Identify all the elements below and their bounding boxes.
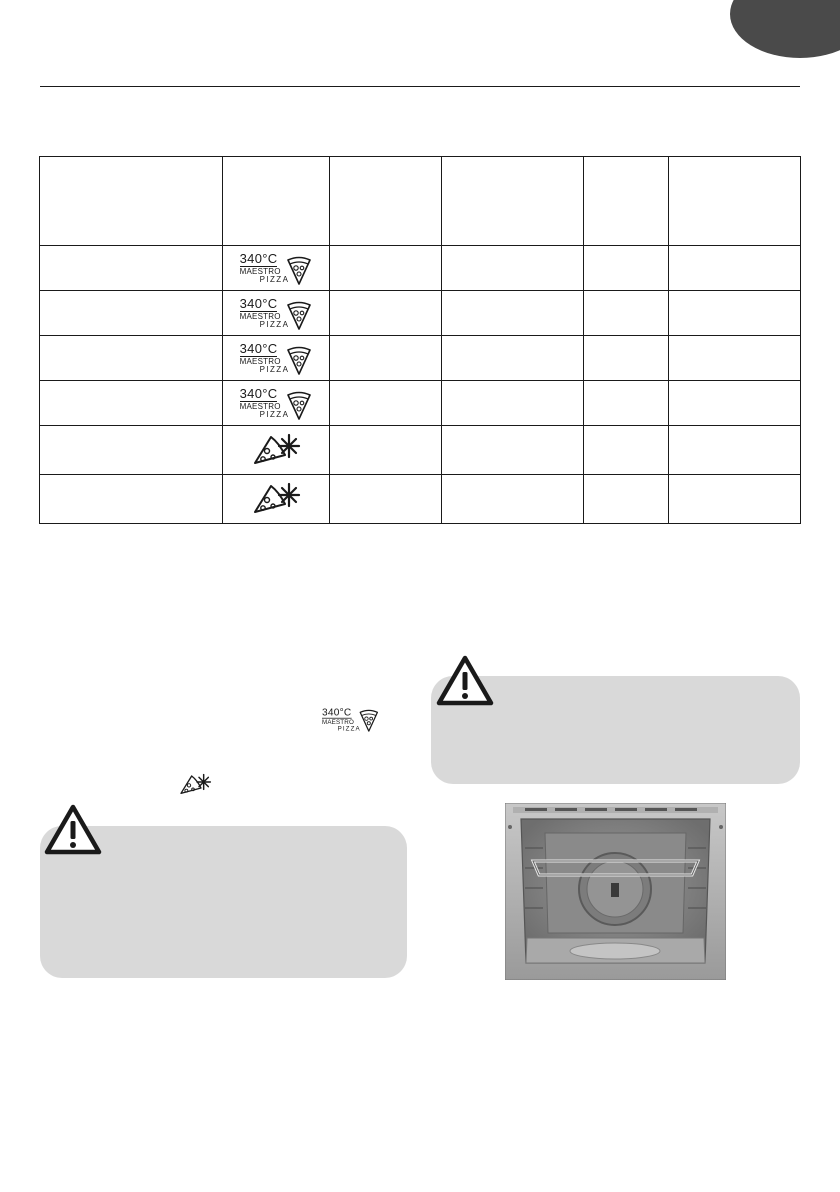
table-cell (330, 381, 442, 426)
table-cell (669, 246, 801, 291)
logo-line1: MAESTRO (239, 267, 281, 276)
table-cell (330, 336, 442, 381)
table-row (40, 381, 801, 426)
table-cell (584, 291, 669, 336)
table-cell (40, 426, 223, 475)
maestro-pizza-logo: 340°C MAESTRO PIZZA (322, 703, 379, 736)
table-header-cell (669, 157, 801, 246)
table-cell (330, 475, 442, 524)
logo-line2: PIZZA (259, 410, 290, 419)
table-row (40, 336, 801, 381)
mode-cell (223, 291, 330, 336)
mode-cell (223, 246, 330, 291)
table-cell (584, 246, 669, 291)
maestro-pizza-logo (240, 248, 313, 288)
maestro-pizza-logo (240, 338, 313, 378)
table-cell (442, 336, 584, 381)
table-header-cell (40, 157, 223, 246)
table-cell (40, 291, 223, 336)
table-cell (584, 475, 669, 524)
mode-cell (223, 381, 330, 426)
table-row (40, 426, 801, 475)
table-cell (669, 381, 801, 426)
logo-line2: PIZZA (259, 275, 290, 284)
warning-triangle-icon (44, 804, 102, 861)
table-cell (442, 381, 584, 426)
logo-temperature: 340°C (239, 251, 278, 266)
frozen-pizza-icon (249, 458, 303, 472)
table-row (40, 291, 801, 336)
maestro-pizza-logo (240, 293, 313, 333)
logo-temperature: 340°C (239, 386, 278, 401)
table-cell (40, 381, 223, 426)
table-row (40, 246, 801, 291)
table-header-row (40, 157, 801, 246)
table-cell (40, 475, 223, 524)
mode-cell (223, 475, 330, 524)
table-cell (40, 336, 223, 381)
header-rule (40, 86, 800, 87)
maestro-pizza-logo (240, 383, 313, 423)
warning-triangle-icon (436, 655, 494, 712)
table-header-cell (223, 157, 330, 246)
table-cell (442, 291, 584, 336)
cooking-table (39, 156, 801, 524)
table-header-cell (442, 157, 584, 246)
table-cell (669, 336, 801, 381)
table-cell (669, 291, 801, 336)
logo-line1: MAESTRO (239, 402, 281, 411)
table-cell (669, 426, 801, 475)
table-cell (330, 426, 442, 475)
page-corner-tab (730, 0, 840, 58)
pizza-slice-icon (290, 338, 312, 378)
oven-interior-image (505, 803, 726, 980)
pizza-slice-icon (290, 293, 312, 333)
table-cell (330, 246, 442, 291)
logo-line1: MAESTRO (239, 357, 281, 366)
table-cell (442, 475, 584, 524)
table-cell (584, 381, 669, 426)
pizza-slice-icon (290, 383, 312, 423)
table-cell (442, 426, 584, 475)
table-header-cell (330, 157, 442, 246)
logo-temperature: 340°C (239, 341, 278, 356)
logo-line1: MAESTRO (239, 312, 281, 321)
table-header-cell (584, 157, 669, 246)
table-row (40, 475, 801, 524)
table-cell (330, 291, 442, 336)
table-cell (584, 336, 669, 381)
mode-cell (223, 336, 330, 381)
logo-temperature: 340°C (239, 296, 278, 311)
pizza-slice-icon (362, 703, 379, 736)
frozen-pizza-icon (177, 769, 213, 804)
table-cell (584, 426, 669, 475)
logo-line2: PIZZA (259, 320, 290, 329)
table-cell (669, 475, 801, 524)
frozen-pizza-icon (249, 507, 303, 521)
pizza-slice-icon (290, 248, 312, 288)
logo-line2: PIZZA (259, 365, 290, 374)
mode-cell (223, 426, 330, 475)
table-cell (40, 246, 223, 291)
table-cell (442, 246, 584, 291)
